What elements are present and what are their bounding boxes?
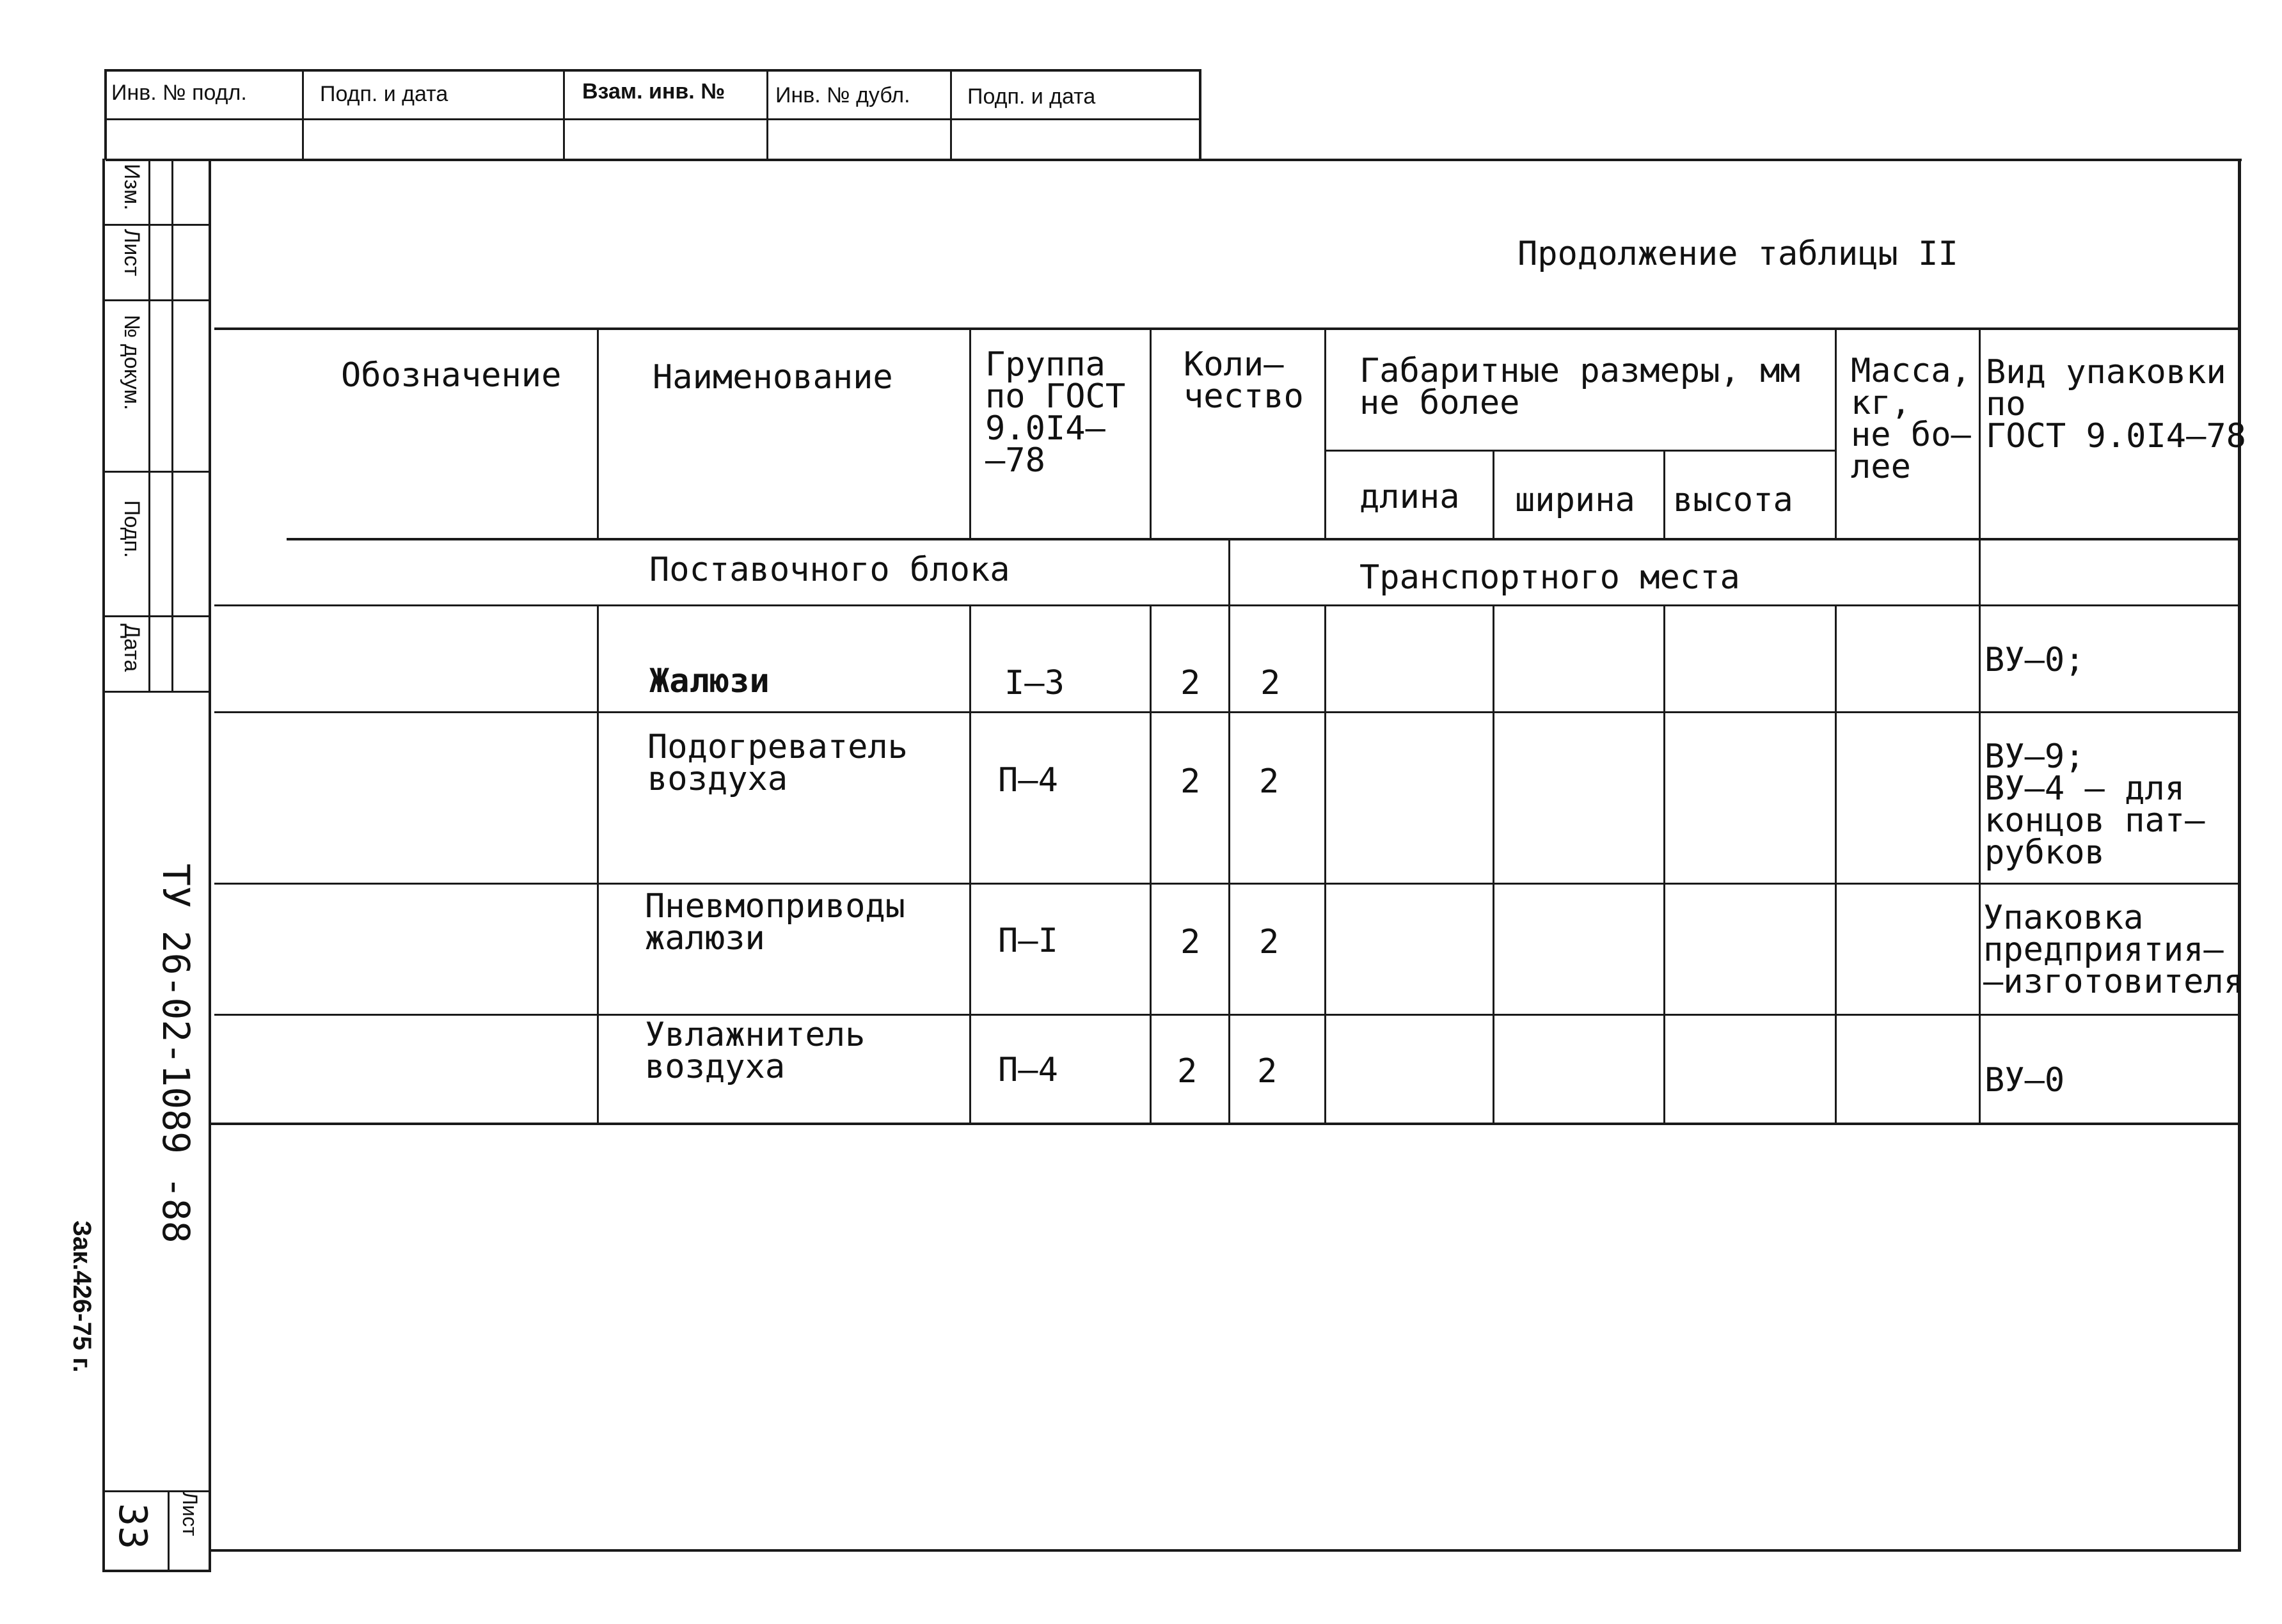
header-dims: Габаритные размеры, мм не более [1359,352,1800,422]
header-packing: Вид упаковки по ГОСТ 9.0I4–78 [1986,353,2246,455]
header-name: Наименование [653,358,893,397]
col-line [1493,606,1494,1123]
table-caption: Продолжение таблицы II [1517,235,1958,273]
col-line [1324,606,1326,1123]
stamp-inv-podl: Инв. № подл. [111,81,247,105]
row-1-name: Жалюзи [649,662,770,700]
row-4-qty-place: 2 [1257,1052,1278,1091]
side-list: Лист [120,229,144,276]
col-line [1324,327,1326,540]
row-4-packing: ВУ–0 [1985,1061,2065,1100]
side-border-left [102,159,105,1571]
row-3-packing: Упаковка предприятия– –изготовителя [1983,899,2244,1001]
col-line [597,606,599,1123]
row-3-qty-block: 2 [1180,923,1201,961]
row-3-qty-place: 2 [1259,923,1280,961]
stamp-divider [766,69,768,160]
side-row-line [102,615,210,617]
header-group: Группа по ГОСТ 9.0I4– –78 [985,345,1126,480]
stamp-inv-dubl: Инв. № дубл. [775,83,910,107]
side-divider [148,159,150,691]
header-length: длина [1359,478,1460,516]
subheader-line [214,604,2238,606]
frame-left [209,159,211,1571]
stamp-divider [1199,69,1201,160]
side-row-line [102,691,210,693]
header-height: высота [1673,481,1793,519]
side-bottom-line [102,1570,211,1572]
subheader-supply-block: Поставочного блока [649,551,1010,589]
row-4-qty-block: 2 [1177,1052,1198,1091]
sheet-label: Лист [178,1492,202,1536]
col-line [1663,606,1665,1123]
col-line [1835,606,1837,1123]
col-line [1835,327,1837,540]
stamp-top-border [106,69,1201,72]
header-designation: Обозначение [341,356,562,395]
order-note: Зак.426-75 г. [68,1220,96,1373]
col-line [1493,450,1494,540]
stamp-mid-border [106,118,1201,120]
row-4-group: П–4 [998,1051,1058,1089]
header-bottom-line [287,538,2238,540]
stamp-podp-data: Подп. и дата [320,82,448,106]
stamp-vzam-inv: Взам. инв. № [582,79,725,104]
header-quantity: Коли– чество [1184,345,1304,416]
col-line [969,327,971,540]
side-podp: Подп. [120,500,144,558]
side-data: Дата [120,624,144,672]
col-line [1663,450,1665,540]
frame-top [209,159,2242,161]
row-line [214,883,2238,885]
col-line [969,606,971,1123]
col-line [597,327,599,540]
sheet-divider [168,1490,170,1571]
table-bottom-line [211,1123,2238,1125]
row-line [214,711,2238,713]
header-width: ширина [1515,481,1635,519]
side-row-line [102,224,210,226]
col-line [1228,540,1230,1123]
sheet-number: 33 [110,1503,155,1550]
row-1-group: I–3 [1004,664,1065,702]
row-line [214,1014,2238,1016]
stamp-divider [563,69,565,160]
row-2-name: Подогреватель воздуха [647,728,908,798]
stamp-podp-data-2: Подп. и дата [967,84,1096,109]
side-row-line [102,471,210,473]
stamp-divider [950,69,952,160]
row-2-group: П–4 [998,761,1058,800]
side-row-line [102,299,210,301]
side-divider [171,159,173,691]
row-3-name: Пневмоприводы жалюзи [645,887,905,958]
col-line [1150,606,1152,1123]
row-2-packing: ВУ–9; ВУ–4 – для концов пат– рубков [1985,737,2205,872]
frame-bottom [209,1549,2241,1552]
row-1-qty-block: 2 [1180,664,1201,702]
stamp-divider [302,69,304,160]
row-2-qty-place: 2 [1259,762,1280,801]
col-line [1979,327,1981,1123]
dims-subline [1324,450,1835,452]
header-mass: Масса, кг, не бо– лее [1851,352,1971,486]
row-1-qty-place: 2 [1260,664,1281,702]
stamp-divider [104,69,107,160]
row-3-group: П–I [998,922,1058,960]
row-2-qty-block: 2 [1180,762,1201,801]
row-1-packing: ВУ–0; [1985,641,2085,679]
row-4-name: Увлажнитель воздуха [645,1016,866,1086]
subheader-transport-place: Транспортного места [1359,558,1740,597]
col-line [1150,327,1152,540]
table-top-line [214,327,2238,330]
side-izm: Изм. [120,164,144,210]
document-code: ТУ 26-02-1089 -88 [154,863,198,1243]
side-n-dokum: № докум. [120,315,144,411]
